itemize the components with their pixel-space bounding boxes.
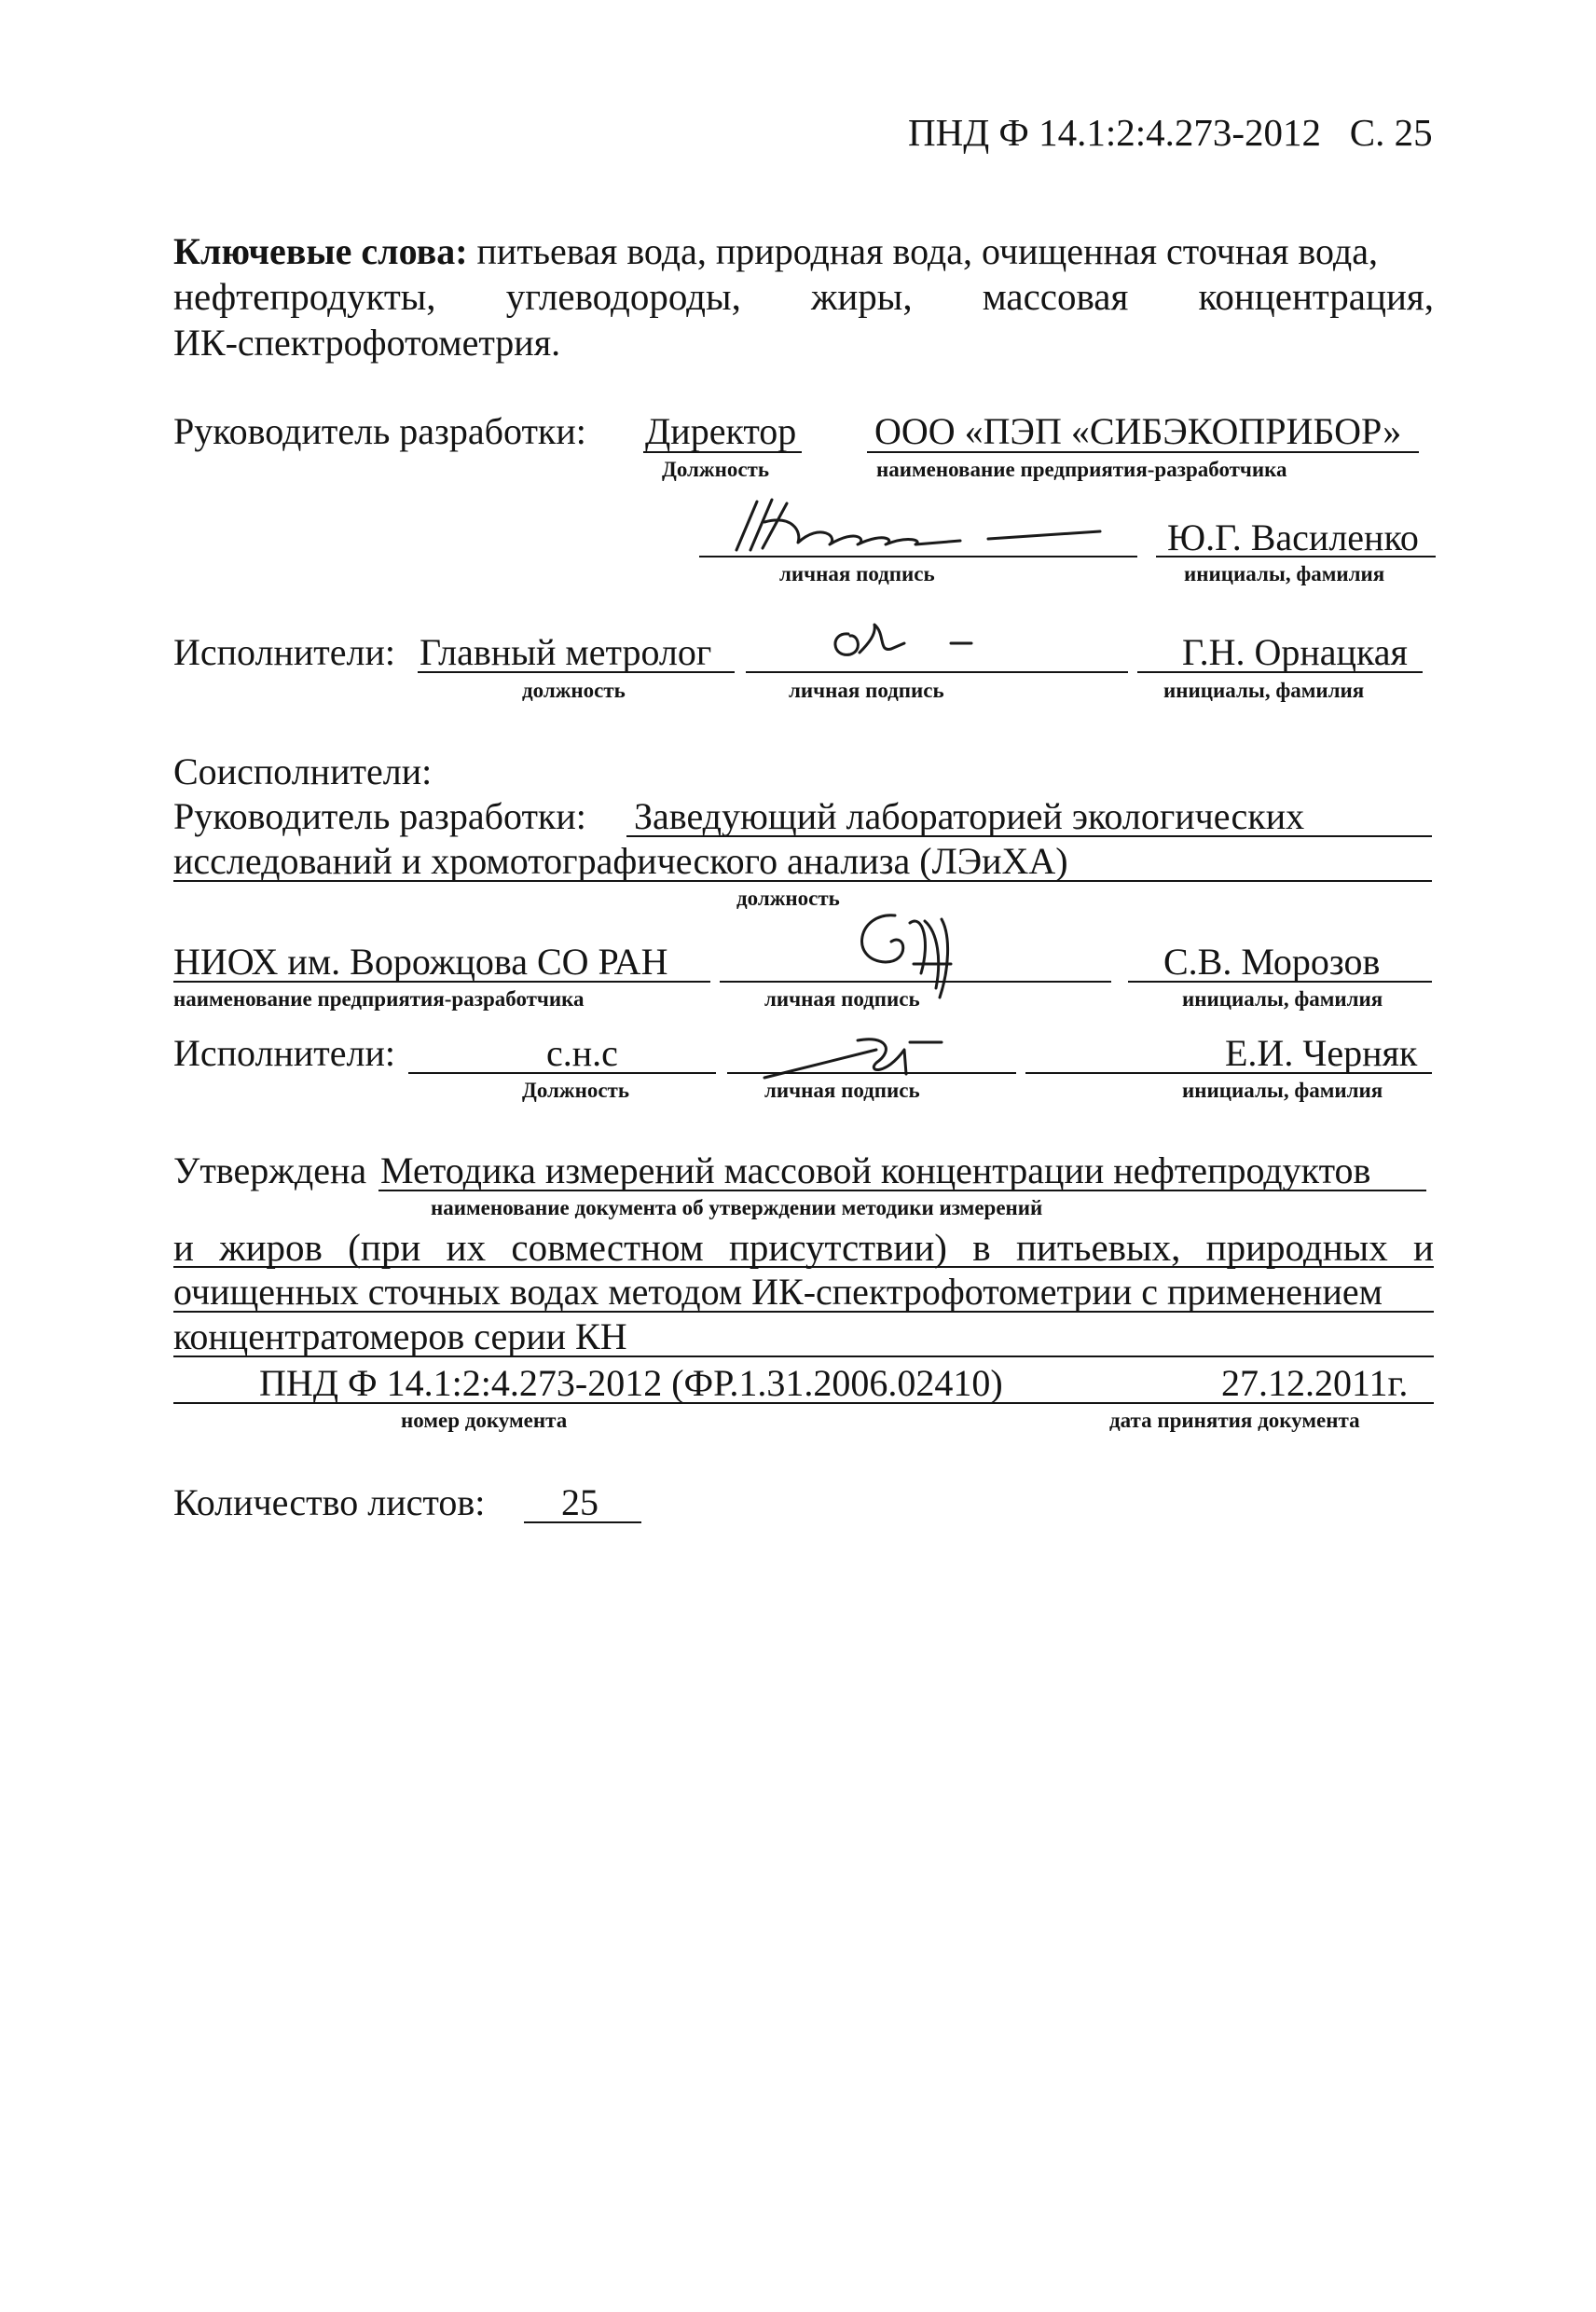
approval-rule-1 — [378, 1190, 1426, 1191]
sheets-value: 25 — [561, 1481, 598, 1523]
executors-name: Г.Н. Орнацкая — [1182, 631, 1408, 673]
developer-signature-rule — [699, 556, 1137, 557]
keyword: жиры, — [811, 275, 913, 318]
coexecutors-organization: НИОХ им. Ворожцова СО РАН — [173, 941, 668, 983]
executors-signature-caption: личная подпись — [789, 679, 944, 702]
approval-rule-5 — [173, 1402, 1434, 1404]
sheets-value-rule — [524, 1521, 641, 1523]
coexecutors-lead-rule-1 — [626, 835, 1432, 837]
executors-signature-rule — [746, 671, 1128, 673]
developer-position-rule — [643, 451, 802, 453]
approval-word: в — [972, 1226, 991, 1269]
executors-position-caption: должность — [522, 679, 626, 702]
developer-signature-caption: личная подпись — [779, 562, 935, 585]
developer-organization: ООО «ПЭП «СИБЭКОПРИБОР» — [874, 410, 1402, 452]
coexecutors-exec-label: Исполнители: — [173, 1032, 396, 1074]
approval-doc-number: ПНД Ф 14.1:2:4.273-2012 (ФР.1.31.2006.02410) — [259, 1362, 1003, 1404]
keyword: углеводороды, — [505, 275, 741, 318]
coexecutors-exec-signature-caption: личная подпись — [764, 1079, 920, 1102]
coexecutors-position-caption: должность — [736, 887, 840, 910]
keywords-line-2 — [173, 275, 1434, 318]
executors-signature — [820, 615, 988, 671]
developer-name-caption: инициалы, фамилия — [1184, 562, 1385, 585]
developer-signature — [709, 494, 1119, 559]
keyword: концентрация, — [1198, 275, 1434, 318]
coexecutors-lead-name: С.В. Морозов — [1163, 941, 1381, 983]
approval-line-1: Методика измерений массовой концентрации нефтепродуктов — [380, 1149, 1371, 1191]
approval-word: их — [446, 1226, 487, 1269]
coexecutors-exec-name-caption: инициалы, фамилия — [1182, 1079, 1383, 1102]
approval-word: (при — [348, 1226, 421, 1269]
approval-rule-3 — [173, 1311, 1434, 1313]
coexecutors-lead-name-rule — [1128, 981, 1432, 983]
executors-name-caption: инициалы, фамилия — [1163, 679, 1365, 702]
approval-doc-date: 27.12.2011г. — [1221, 1362, 1409, 1404]
approval-word: природных — [1205, 1226, 1388, 1269]
developer-position-caption: Должность — [662, 458, 770, 481]
header-doc-code: ПНД Ф 14.1:2:4.273-2012 — [908, 111, 1322, 154]
approval-word: совместном — [511, 1226, 704, 1269]
developer-organization-rule — [867, 451, 1419, 453]
approval-word: и — [1413, 1226, 1434, 1269]
coexecutors-name-caption: инициалы, фамилия — [1182, 987, 1383, 1011]
approval-word: жиров — [219, 1226, 323, 1269]
developer-name-rule — [1156, 556, 1436, 557]
developer-organization-caption: наименование предприятия-разработчика — [876, 458, 1287, 481]
coexecutors-lead-position-2: исследований и хромотографического анализа (ЛЭиХА) — [173, 840, 1068, 882]
coexecutors-lead-rule-2 — [173, 880, 1432, 882]
coexecutors-organization-caption: наименование предприятия-разработчика — [173, 987, 585, 1011]
executors-position: Главный метролог — [420, 631, 712, 673]
coexecutors-organization-rule — [173, 981, 710, 983]
approval-rule-2 — [173, 1266, 1434, 1268]
approval-word: присутствии) — [728, 1226, 947, 1269]
coexecutors-exec-signature-rule — [727, 1072, 1016, 1074]
developer-name: Ю.Г. Василенко — [1167, 516, 1419, 558]
page-header — [908, 111, 1433, 154]
approval-doc-number-caption: номер документа — [401, 1409, 568, 1432]
header-page-number: С. 25 — [1349, 111, 1433, 154]
developer-position: Директор — [645, 410, 797, 452]
coexecutors-exec-name: Е.И. Черняк — [1225, 1032, 1418, 1074]
approval-word: питьевых, — [1015, 1226, 1181, 1269]
keyword: массовая — [982, 275, 1129, 318]
approval-doc-date-caption: дата принятия документа — [1109, 1409, 1360, 1432]
approval-rule-4 — [173, 1356, 1434, 1357]
keyword: нефтепродукты, — [173, 275, 436, 318]
coexecutors-lead-position-1: Заведующий лабораторией экологических — [634, 795, 1305, 837]
executors-label: Исполнители: — [173, 631, 396, 673]
approval-line1-caption: наименование документа об утверждении методики измерений — [431, 1196, 1043, 1219]
executors-name-rule — [1137, 671, 1423, 673]
sheets-label: Количество листов: — [173, 1481, 486, 1523]
keywords-line-1 — [173, 230, 1378, 272]
coexecutors-lead-signature-rule — [720, 981, 1111, 983]
keywords-line-3: ИК-спектрофотометрия. — [173, 322, 561, 364]
approval-line-4: концентратомеров серии КН — [173, 1315, 627, 1357]
keywords-text-1: питьевая вода, природная вода, очищенная сточная вода, — [476, 230, 1378, 272]
coexecutors-lead-label: Руководитель разработки: — [173, 795, 586, 837]
approval-label: Утверждена — [173, 1149, 367, 1191]
keywords-label: Ключевые слова: — [173, 230, 468, 272]
developer-label: Руководитель разработки: — [173, 410, 586, 452]
coexecutors-exec-name-rule — [1025, 1072, 1432, 1074]
coexecutors-signature-caption: личная подпись — [764, 987, 920, 1011]
approval-line-2 — [173, 1226, 1434, 1269]
approval-word: и — [173, 1226, 194, 1269]
coexecutors-exec-position-caption: Должность — [522, 1079, 630, 1102]
approval-line-3: очищенных сточных водах методом ИК-спектрофотометрии с применением — [173, 1271, 1383, 1313]
coexecutors-exec-position: с.н.с — [546, 1032, 618, 1074]
coexecutors-title: Соисполнители: — [173, 750, 433, 792]
executors-position-rule — [418, 671, 735, 673]
